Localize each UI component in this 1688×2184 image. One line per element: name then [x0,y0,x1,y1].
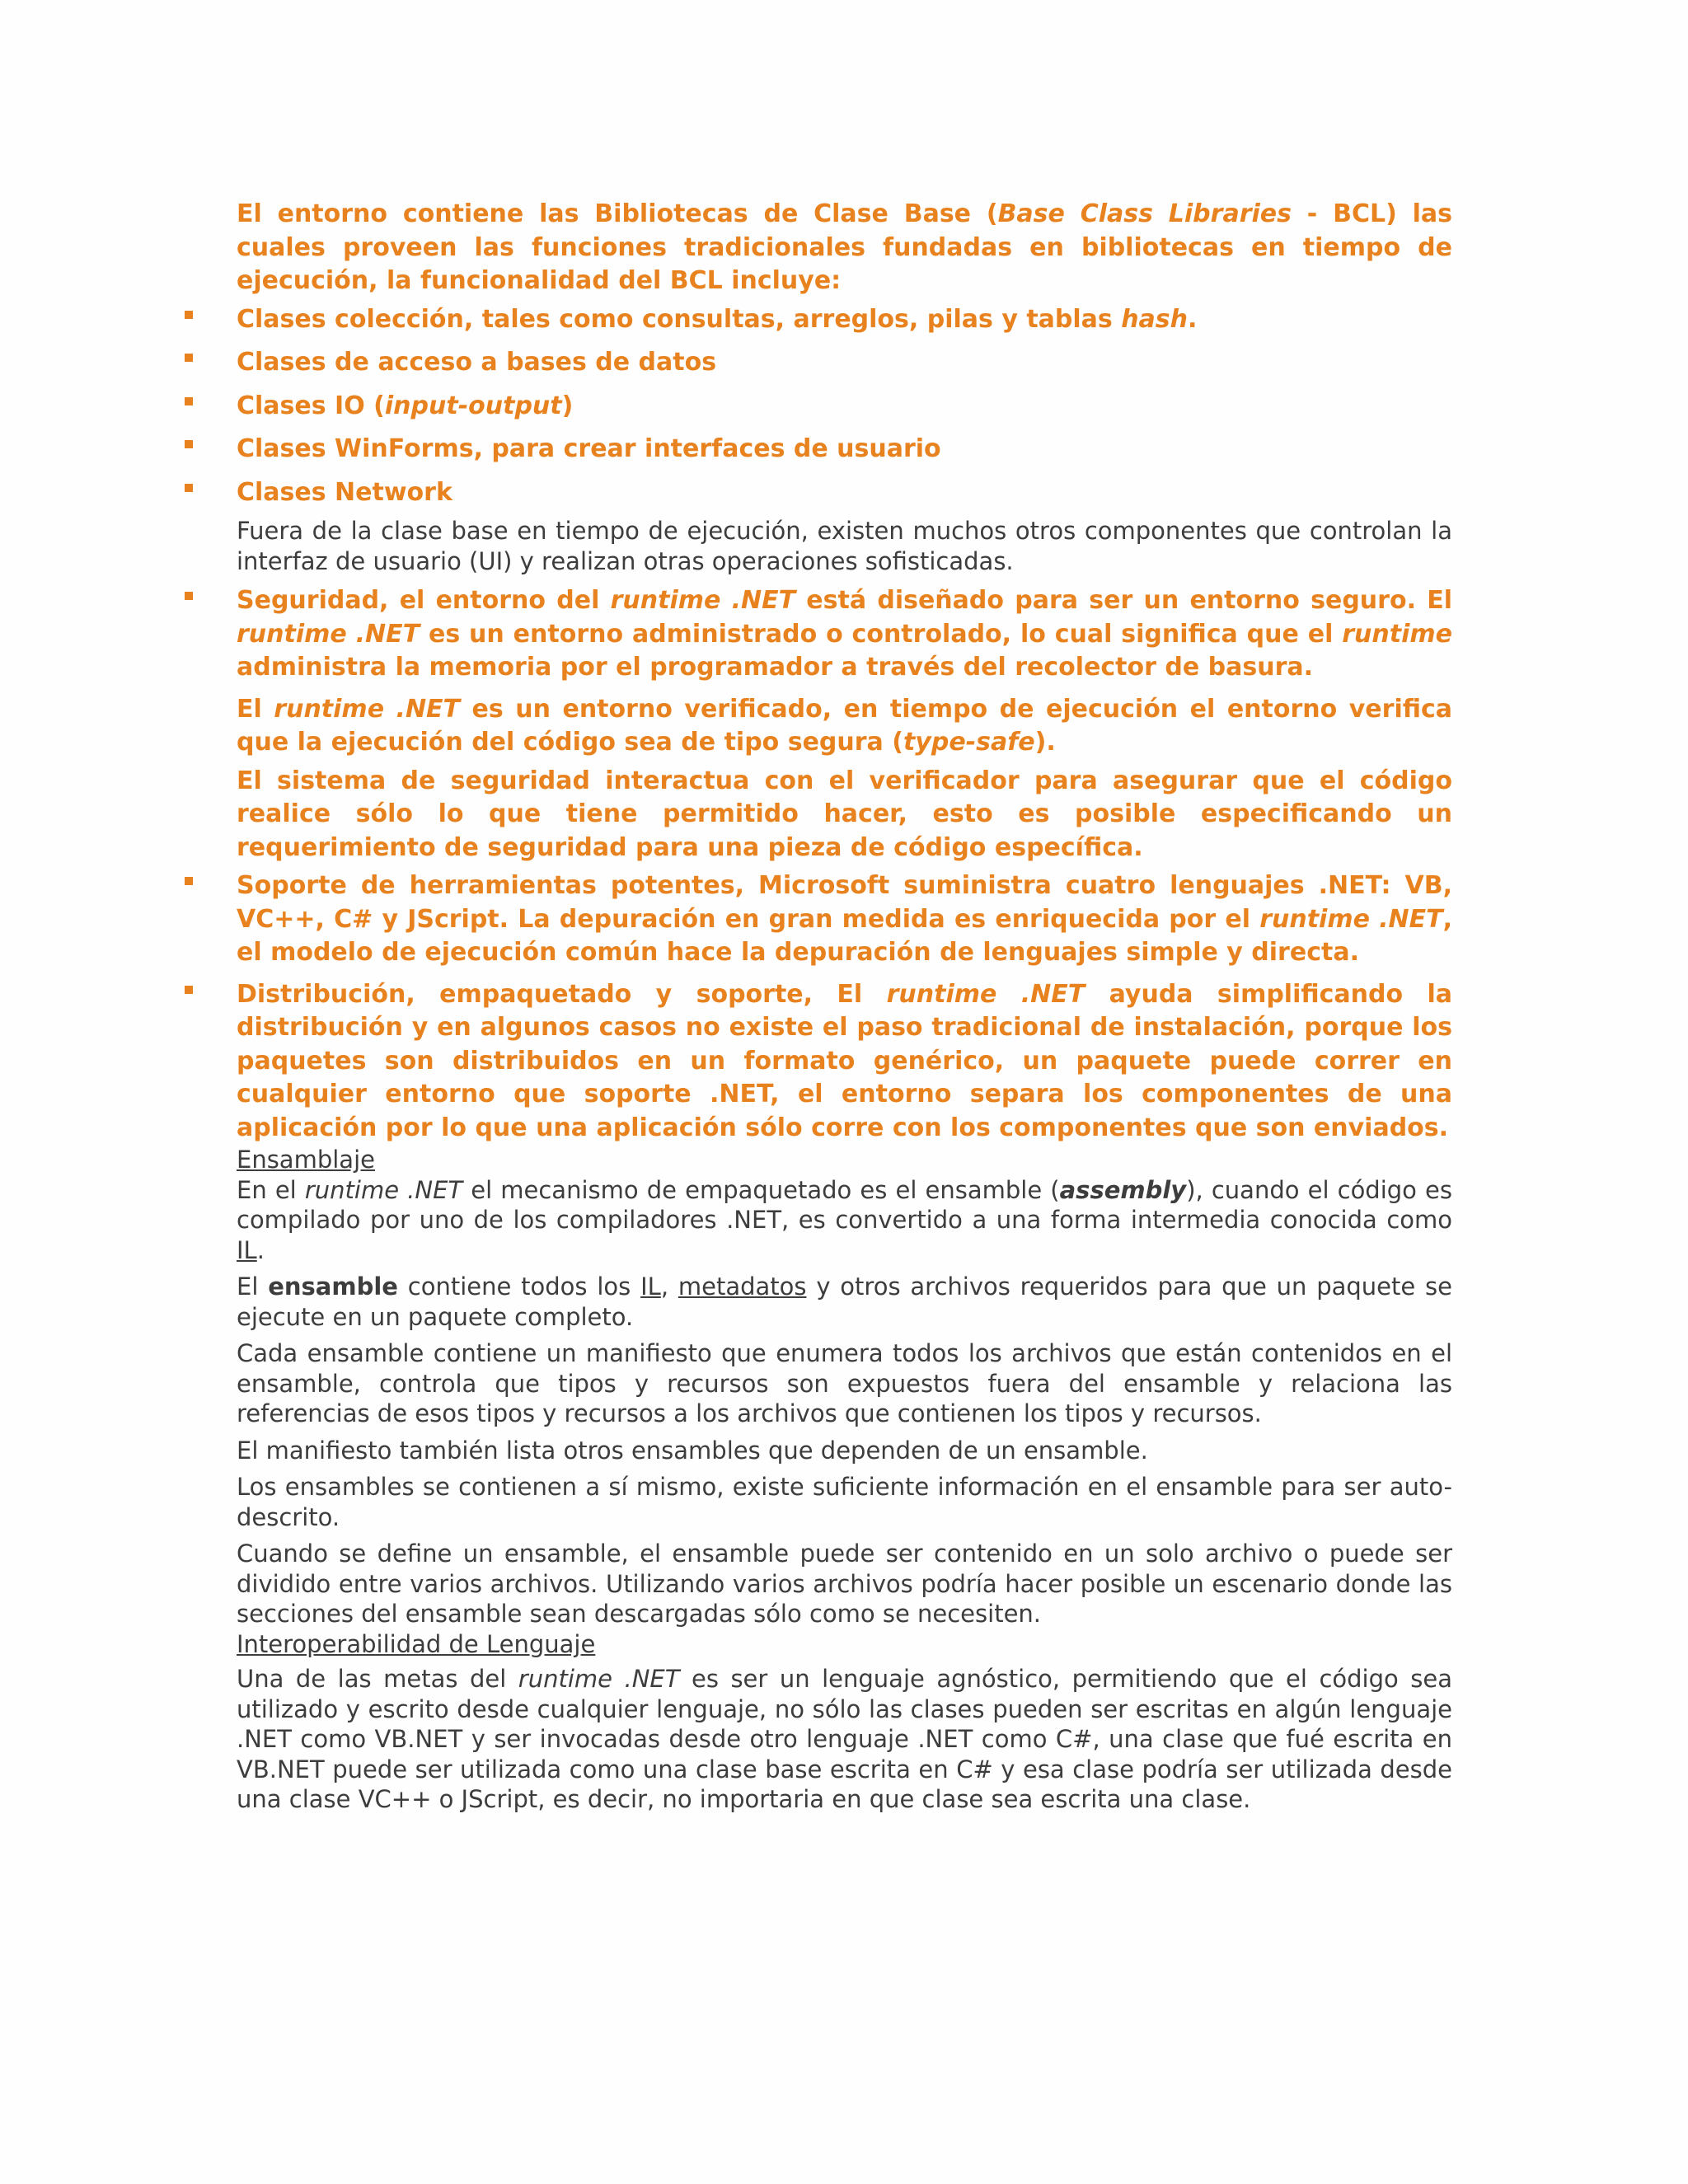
list-item [237,433,1452,466]
bullet-text: Soporte de herramientas potentes, Microsoft suministra cuatro lenguajes .NET: VB, VC++, C# y JScript. La depuración en gran medida es enriquecida por el [237,871,1452,934]
bullet-italic: runtime .NET [610,586,796,615]
bullet-icon [185,986,193,994]
paragraph-bold: ensamble [268,1272,398,1301]
bullet-icon [185,311,193,319]
bullet-text: Distribución, empaquetado y soporte, El [237,979,887,1009]
bullet-icon [185,397,193,405]
list-item [237,346,1452,380]
bullet-text: Seguridad, el entorno del [237,586,611,615]
ensamblaje-paragraph-3: Cada ensamble contiene un manifiesto que enumera todos los archivos que están contenidos en el ensamble, controla que tipos y recursos son expuestos fuera del ensamble y relaciona las referencias de esos tipos y recursos a los archivos que contienen los tipos y recursos. [237,1339,1452,1427]
paragraph-bold: assembly [1059,1175,1187,1204]
bullet-text: está diseñado para ser un entorno seguro. El [795,586,1452,615]
bullet-italic: input-output [384,391,562,420]
fuera-paragraph: Fuera de la clase base en tiempo de ejecución, existen muchos otros componentes que controlan la interfaz de usuario (UI) y realizan otras operaciones sofisticadas. [237,517,1452,575]
paragraph-italic: runtime .NET [274,694,461,724]
interop-heading: Interoperabilidad de Lenguaje [237,1629,596,1658]
list-item [237,476,1452,510]
paragraph-text: es un entorno verificado, en tiempo de ejecución el entorno verifica que la ejecución del código sea de tipo segura ( [237,694,1452,757]
paragraph-text: , [660,1272,678,1301]
list-item [237,978,1452,1146]
list-item [237,390,1452,424]
sistema-paragraph: El sistema de seguridad interactua con el verificador para asegurar que el código realice sólo lo que tiene permitido hacer, esto es posible especificando un requerimiento de seguridad para una pieza de código específica. [237,766,1452,862]
bullet-text: ) [561,391,574,420]
bullet-text: . [1188,304,1198,334]
ensamblaje-paragraph-1 [237,1175,1452,1266]
il-link[interactable]: IL [640,1272,661,1301]
bullet-italic: runtime .NET [237,619,420,649]
list-item [237,584,1452,685]
document-page [237,198,1452,1815]
ensamblaje-paragraph-4: El manifiesto también lista otros ensambles que dependen de un ensamble. [237,1436,1148,1465]
list-item [237,869,1452,970]
bullet-text: Clases WinForms, para crear interfaces de usuario [237,434,941,463]
bullet-text: ayuda simplificando la distribución y en algunos casos no existe el paso tradicional de instalación, porque los paquetes son distribuidos en un formato genérico, un paquete puede correr en cualquier entorno que soporte .NET, el entorno separa los componentes de una aplicación por lo que una aplicación sólo corre con los componentes que son enviados. [237,979,1452,1142]
paragraph-text: El [237,1272,269,1301]
intro-text-1: El entorno contiene las Bibliotecas de Clase Base ( [237,199,998,228]
bullet-italic: hash [1121,304,1189,334]
paragraph-italic: runtime .NET [304,1175,463,1204]
bullet-text: es un entorno administrado o controlado, lo cual significa que el [420,619,1343,649]
bullet-text: Clases de acceso a bases de datos [237,348,717,377]
list-item [237,303,1452,337]
verificado-paragraph [237,693,1452,760]
il-link[interactable]: IL [237,1235,257,1264]
ensamblaje-paragraph-6: Cuando se define un ensamble, el ensamble puede ser contenido en un solo archivo o puede ser dividido entre varios archivos. Utilizando varios archivos podría hacer posible un escenario donde las secciones del ensamble sean descargadas sólo como se necesiten. [237,1540,1452,1628]
ensamblaje-heading: Ensamblaje [237,1146,375,1174]
bullet-italic: runtime .NET [1259,904,1443,934]
ensamblaje-paragraph-2 [237,1272,1452,1332]
paragraph-text: . [256,1235,265,1264]
bullet-icon [185,440,193,448]
bullet-text: Clases Network [237,477,452,507]
paragraph-text: Una de las metas del [237,1665,518,1693]
paragraph-italic: runtime .NET [518,1665,680,1693]
ensamblaje-paragraph-5: Los ensambles se contienen a sí mismo, existe suficiente información en el ensamble para ser auto-descrito. [237,1473,1452,1531]
bullet-text: Clases colección, tales como consultas, arreglos, pilas y tablas [237,304,1122,334]
paragraph-text: El [237,694,274,724]
paragraph-text: ). [1034,728,1056,757]
bullet-text: administra la memoria por el programador a través del recolector de basura. [237,653,1314,682]
metadatos-link[interactable]: metadatos [678,1272,807,1301]
paragraph-text: y otros archivos requeridos para que un paquete se ejecute en un paquete completo. [237,1272,1453,1331]
interop-paragraph [237,1664,1452,1815]
paragraph-text: es ser un lenguaje agnóstico, permitiendo que el código sea utilizado y escrito desde cualquier lenguaje, no sólo las clases pueden ser escritas en algún lenguaje .NET como VB.NET y ser invocadas desde otro lenguaje .NET como C#, una clase que fué escrita en VB.NET puede ser utilizada como una clase base escrita en C# y esa clase podría ser utilizada desde una clase VC++ o JScript, es decir, no importaria en que clase sea escrita una clase. [237,1665,1452,1813]
bullet-icon [185,354,193,362]
paragraph-text: ), cuando el código es compilado por uno de los compiladores .NET, es convertido a una forma intermedia conocida como [237,1175,1452,1234]
paragraph-text: contiene todos los [397,1272,641,1301]
intro-italic: Base Class Libraries [997,199,1292,228]
bullet-icon [185,592,193,600]
bullet-icon [185,877,193,885]
intro-paragraph [237,198,1452,298]
bullet-italic: runtime .NET [886,979,1085,1009]
bullet-text: , el modelo de ejecución común hace la depuración de lenguajes simple y directa. [237,904,1452,967]
bullet-text: Clases IO ( [237,391,385,420]
paragraph-text: En el [237,1175,305,1204]
intro-text-2: - BCL) las cuales proveen las funciones tradicionales fundadas en bibliotecas en tiempo de ejecución, la funcionalidad del BCL incluye: [237,199,1452,295]
paragraph-italic: type-safe [903,728,1035,757]
bullet-italic: runtime [1342,619,1452,649]
bullet-icon [185,484,193,492]
paragraph-text: el mecanismo de empaquetado es el ensamble ( [462,1175,1060,1204]
